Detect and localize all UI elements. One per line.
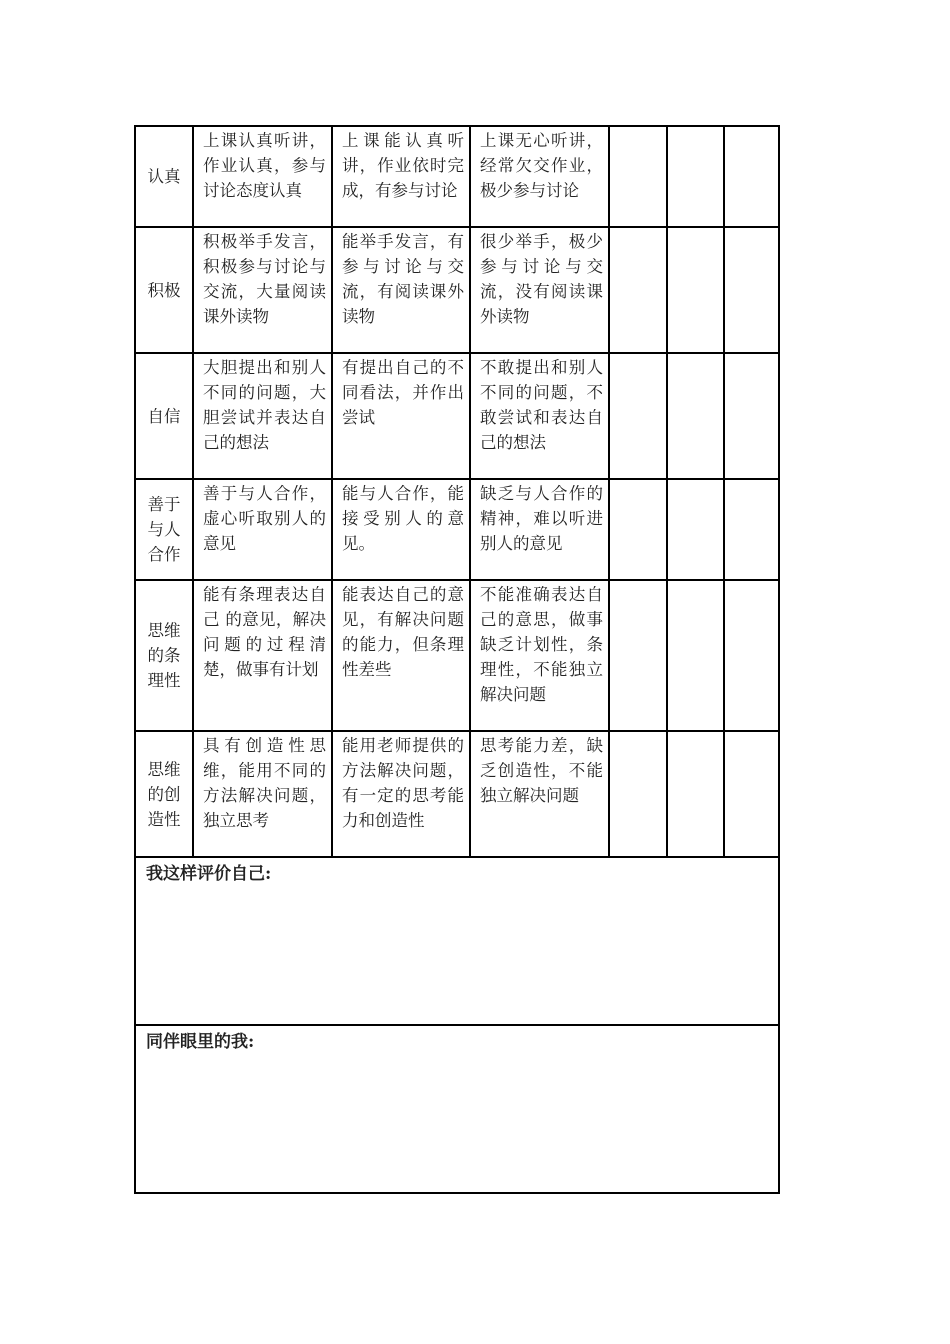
score-cell-3[interactable] xyxy=(724,580,779,731)
score-cell-2[interactable] xyxy=(667,227,724,353)
peer-review-row xyxy=(135,1025,779,1193)
level-a-description: 积极举手发言，积极参与讨论与交流，大量阅读课外读物 xyxy=(193,227,332,353)
level-b-description: 能举手发言，有参与讨论与交流，有阅读课外读物 xyxy=(332,227,470,353)
table-row xyxy=(135,580,779,731)
score-cell-2[interactable] xyxy=(667,126,724,227)
score-cell-2[interactable] xyxy=(667,580,724,731)
score-cell-2[interactable] xyxy=(667,479,724,580)
table-row xyxy=(135,126,779,227)
level-c-description: 上课无心听讲，经常欠交作业，极少参与讨论 xyxy=(470,126,609,227)
trait-label: 认真 xyxy=(135,126,193,227)
score-cell-2[interactable] xyxy=(667,731,724,857)
level-a-description: 上课认真听讲，作业认真，参与讨论态度认真 xyxy=(193,126,332,227)
level-a-description: 善于与人合作，虚心听取别人的意见 xyxy=(193,479,332,580)
score-cell-1[interactable] xyxy=(609,479,667,580)
level-c-description: 缺乏与人合作的精神，难以听进别人的意见 xyxy=(470,479,609,580)
self-review-box[interactable] xyxy=(135,857,779,1025)
level-c-description: 思考能力差，缺乏创造性，不能独立解决问题 xyxy=(470,731,609,857)
score-cell-3[interactable] xyxy=(724,126,779,227)
level-a-description: 能有条理表达自己 的意见，解决问题的过程清楚，做事有计划 xyxy=(193,580,332,731)
level-a-description: 具有创造性思维，能用不同的方法解决问题，独立思考 xyxy=(193,731,332,857)
score-cell-1[interactable] xyxy=(609,227,667,353)
level-c-description: 不敢提出和别人不同的问题，不敢尝试和表达自己的想法 xyxy=(470,353,609,479)
score-cell-3[interactable] xyxy=(724,353,779,479)
level-b-description: 能与人合作，能接受别人的意见。 xyxy=(332,479,470,580)
trait-label: 思维的条理性 xyxy=(135,580,193,731)
level-b-description: 能表达自己的意见，有解决问题的能力，但条理性差些 xyxy=(332,580,470,731)
level-b-description: 有提出自己的不同看法，并作出尝试 xyxy=(332,353,470,479)
self-review-label: 我这样评价自己: xyxy=(146,864,272,884)
level-b-description: 上课能认真听讲，作业依时完成，有参与讨论 xyxy=(332,126,470,227)
score-cell-3[interactable] xyxy=(724,479,779,580)
level-c-description: 很少举手，极少参与讨论与交流，没有阅读课外读物 xyxy=(470,227,609,353)
trait-label: 自信 xyxy=(135,353,193,479)
score-cell-1[interactable] xyxy=(609,353,667,479)
level-b-description: 能用老师提供的方法解决问题，有一定的思考能力和创造性 xyxy=(332,731,470,857)
self-review-row xyxy=(135,857,779,1025)
score-cell-1[interactable] xyxy=(609,731,667,857)
score-cell-2[interactable] xyxy=(667,353,724,479)
trait-label: 积极 xyxy=(135,227,193,353)
table-row xyxy=(135,479,779,580)
evaluation-table xyxy=(134,125,780,1194)
table-row xyxy=(135,731,779,857)
table-row xyxy=(135,227,779,353)
peer-review-label: 同伴眼里的我: xyxy=(146,1032,255,1052)
score-cell-1[interactable] xyxy=(609,126,667,227)
level-a-description: 大胆提出和别人不同的问题，大胆尝试并表达自己的想法 xyxy=(193,353,332,479)
peer-review-box[interactable] xyxy=(135,1025,779,1193)
score-cell-1[interactable] xyxy=(609,580,667,731)
table-row xyxy=(135,353,779,479)
level-c-description: 不能准确表达自己的意思，做事缺乏计划性，条理性，不能独立解决问题 xyxy=(470,580,609,731)
trait-label: 善于与人合作 xyxy=(135,479,193,580)
score-cell-3[interactable] xyxy=(724,227,779,353)
score-cell-3[interactable] xyxy=(724,731,779,857)
trait-label: 思维的创造性 xyxy=(135,731,193,857)
